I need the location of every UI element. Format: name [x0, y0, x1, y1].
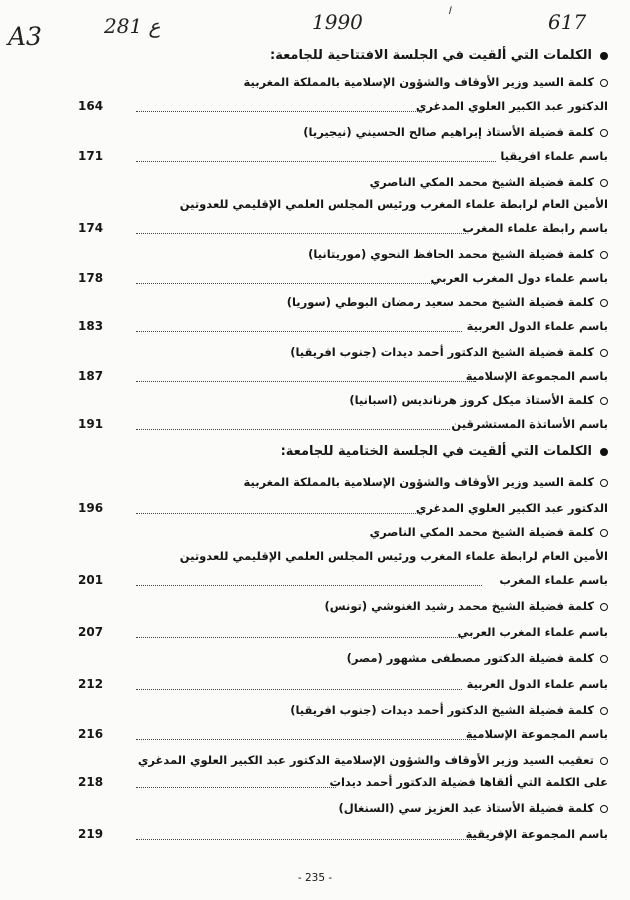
toc-text: باسم المجموعة الإسلامية: [465, 369, 608, 383]
toc-line: [78, 216, 608, 240]
dotted-leader: [136, 429, 450, 430]
toc-line: [78, 520, 608, 544]
page-number: 196: [78, 501, 104, 515]
toc-text: باسم رابطة علماء المغرب: [462, 221, 608, 235]
toc-text: كلمة فضيلة الشيخ محمد سعيد رمضان البوطي (سوريا): [286, 295, 594, 309]
toc-line: [78, 822, 608, 846]
toc-line: [78, 672, 608, 696]
toc-line: [78, 388, 608, 412]
toc-text: باسم علماء المغرب: [499, 573, 608, 587]
filled-bullet-icon: [600, 448, 608, 456]
page-number: 207: [78, 625, 104, 639]
hollow-bullet-icon: [600, 529, 608, 537]
dotted-leader: [136, 161, 496, 162]
toc-text: كلمة فضيلة الشيخ محمد رشيد الغنوشي (تونس): [324, 599, 594, 613]
toc-line: [78, 568, 608, 592]
dotted-leader: [136, 233, 466, 234]
toc-line: [78, 120, 608, 144]
page-number: 171: [78, 149, 104, 163]
hollow-bullet-icon: [600, 707, 608, 715]
handwritten-year-mark: 1990: [312, 10, 363, 34]
toc-text: كلمة فضيلة الأستاذ عبد العزيز سي (السنغال): [338, 801, 594, 815]
toc-line: [78, 544, 608, 568]
hollow-bullet-icon: [600, 757, 608, 765]
handwritten-archive-mark: A3: [8, 22, 42, 51]
toc-text: الأمين العام لرابطة علماء المغرب ورئيس المجلس العلمي الإقليمي للعدوتين: [179, 197, 608, 211]
toc-line: [78, 314, 608, 338]
toc-text: الدكتور عبد الكبير العلوي المدغري: [415, 99, 608, 113]
toc-text: كلمة الأستاذ ميكل كروز هرنانديس (اسبانيا): [349, 393, 594, 407]
toc-line: [78, 170, 608, 194]
dotted-leader: [136, 585, 482, 586]
dotted-leader: [136, 689, 462, 690]
toc-line: [78, 796, 608, 820]
toc-line: [78, 290, 608, 314]
hollow-bullet-icon: [600, 251, 608, 259]
toc-text: كلمة فضيلة الشيخ محمد المكي الناصري: [369, 175, 594, 189]
page-number: 187: [78, 369, 104, 383]
toc-text: باسم علماء دول المغرب العربي: [430, 271, 608, 285]
toc-text: كلمة فضيلة الدكتور مصطفى مشهور (مصر): [346, 651, 594, 665]
section-title: الكلمات التي ألقيت في الجلسة الافتتاحية للجامعة:: [270, 48, 592, 63]
toc-text: كلمة السيد وزير الأوقاف والشؤون الإسلامية بالمملكة المغربية: [243, 75, 594, 89]
toc-text: كلمة فضيلة الشيخ الدكتور أحمد ديدات (جنوب افريقيا): [290, 703, 594, 717]
toc-line: [78, 144, 608, 168]
dotted-leader: [136, 331, 462, 332]
hollow-bullet-icon: [600, 397, 608, 405]
hollow-bullet-icon: [600, 805, 608, 813]
toc-text: على الكلمة التي ألقاها فضيلة الدكتور أحمد ديدات: [329, 775, 608, 789]
handwritten-tick-mark: ا: [448, 6, 451, 17]
page-number: 212: [78, 677, 104, 691]
toc-text: باسم علماء الدول العربية: [466, 677, 608, 691]
hollow-bullet-icon: [600, 179, 608, 187]
toc-line: [78, 748, 608, 772]
toc-line: [78, 770, 608, 794]
toc-text: باسم علماء الدول العربية: [466, 319, 608, 333]
toc-line: [78, 340, 608, 364]
toc-text: باسم علماء المغرب العربي: [457, 625, 608, 639]
toc-line: [78, 470, 608, 494]
dotted-leader: [136, 381, 476, 382]
dotted-leader: [136, 787, 336, 788]
handwritten-item-mark: 617: [548, 10, 587, 34]
dotted-leader: [136, 739, 476, 740]
toc-line: [78, 698, 608, 722]
toc-line: [78, 266, 608, 290]
dotted-leader: [136, 513, 420, 514]
section-heading-opening: [78, 44, 608, 68]
section-title: الكلمات التي ألقيت في الجلسة الختامية للجامعة:: [280, 444, 592, 459]
filled-bullet-icon: [600, 52, 608, 60]
toc-text: كلمة فضيلة الشيخ محمد الحافظ النحوي (موريتانيا): [308, 247, 594, 261]
toc-text: تعقيب السيد وزير الأوقاف والشؤون الإسلامية الدكتور عبد الكبير العلوي المدغري: [137, 753, 594, 767]
page-number: 174: [78, 221, 104, 235]
toc-text: كلمة فضيلة الأستاذ إبراهيم صالح الحسيني (نيجيريا): [303, 125, 594, 139]
toc-line: [78, 364, 608, 388]
hollow-bullet-icon: [600, 349, 608, 357]
page-number: 178: [78, 271, 104, 285]
page-number: 218: [78, 775, 104, 789]
dotted-leader: [136, 637, 462, 638]
toc-text: باسم علماء افريقيا: [500, 149, 608, 163]
hollow-bullet-icon: [600, 299, 608, 307]
toc-line: [78, 192, 608, 216]
page-number: 219: [78, 827, 104, 841]
page-number: 164: [78, 99, 104, 113]
page-number: 191: [78, 417, 104, 431]
toc-text: كلمة السيد وزير الأوقاف والشؤون الإسلامية بالمملكة المغربية: [243, 475, 594, 489]
dotted-leader: [136, 283, 438, 284]
hollow-bullet-icon: [600, 603, 608, 611]
toc-line: [78, 620, 608, 644]
hollow-bullet-icon: [600, 479, 608, 487]
dotted-leader: [136, 111, 420, 112]
handwritten-code-mark: 281 ع: [104, 14, 161, 38]
page-number: 201: [78, 573, 104, 587]
dotted-leader: [136, 839, 476, 840]
hollow-bullet-icon: [600, 129, 608, 137]
toc-text: الأمين العام لرابطة علماء المغرب ورئيس المجلس العلمي الإقليمي للعدوتين: [179, 549, 608, 563]
section-heading-closing: [78, 440, 608, 464]
toc-text: باسم المجموعة الإفريقية: [465, 827, 608, 841]
toc-line: [78, 722, 608, 746]
toc-text: باسم الأساتذة المستشرقين: [451, 417, 608, 431]
toc-line: [78, 412, 608, 436]
toc-line: [78, 594, 608, 618]
toc-text: كلمة فضيلة الشيخ محمد المكي الناصري: [369, 525, 594, 539]
toc-line: [78, 646, 608, 670]
page-number: 183: [78, 319, 104, 333]
hollow-bullet-icon: [600, 79, 608, 87]
toc-line: [78, 242, 608, 266]
toc-line: [78, 496, 608, 520]
page-footer-number: - 235 -: [297, 872, 333, 884]
toc-line: [78, 94, 608, 118]
page-number: 216: [78, 727, 104, 741]
toc-text: كلمة فضيلة الشيخ الدكتور أحمد ديدات (جنوب افريقيا): [290, 345, 594, 359]
toc-text: باسم المجموعة الإسلامية: [465, 727, 608, 741]
toc-text: الدكتور عبد الكبير العلوي المدغري: [415, 501, 608, 515]
hollow-bullet-icon: [600, 655, 608, 663]
toc-line: [78, 70, 608, 94]
